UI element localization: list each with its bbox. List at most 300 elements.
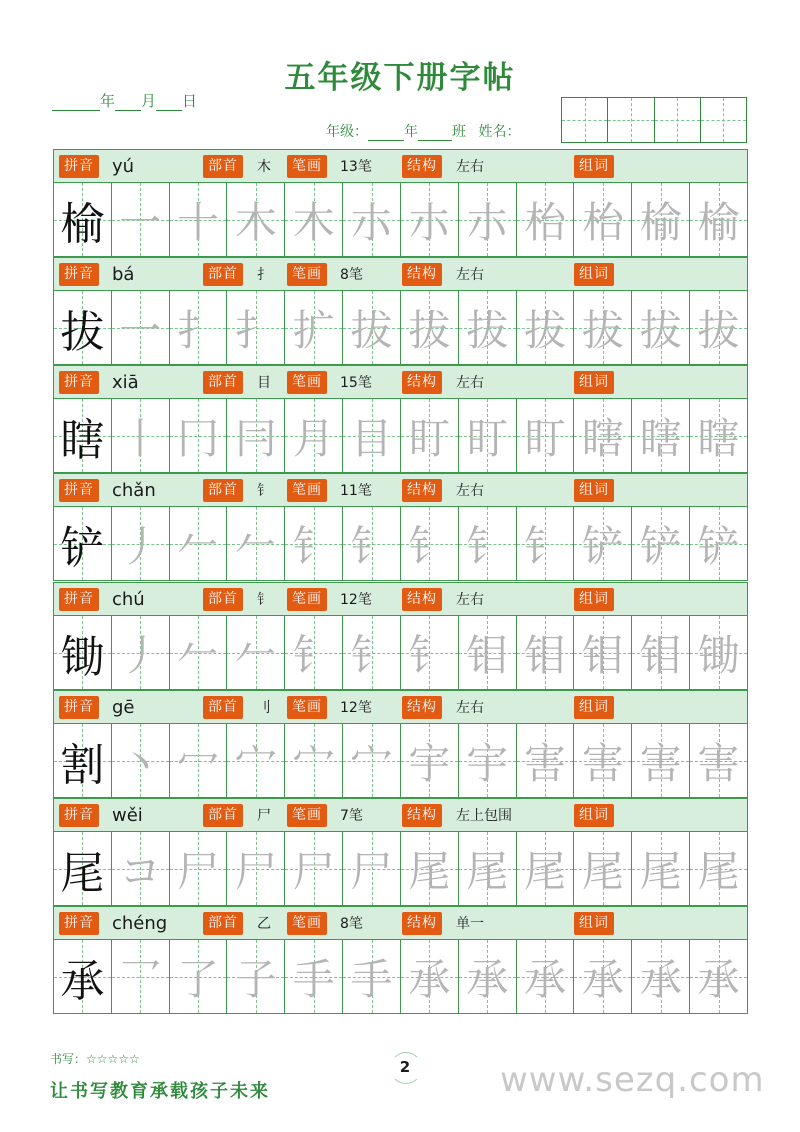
trace-char: 钼 [524,630,567,680]
trace-char: 𠂉 [177,630,220,680]
trace-char: 尸 [234,846,277,896]
structure-value: 左右 [456,159,484,175]
trace-char-cell[interactable] [112,507,170,580]
strokes-value: 11笔 [340,483,372,499]
radical-tag: 部首 [203,912,243,935]
trace-char-cell[interactable] [170,507,228,580]
trace-char-cell[interactable] [112,616,170,689]
char-info-header [53,149,748,183]
char-info-header [53,257,748,291]
name-label: 姓名： [478,124,521,140]
char-practice-block [53,906,748,1014]
trace-char: 乛 [119,954,162,1004]
trace-char: 钅 [292,630,335,680]
tian-grid-row [53,832,748,906]
trace-char-cell[interactable] [170,291,228,364]
trace-char: 拔 [408,305,451,355]
trace-char-cell[interactable] [517,724,575,797]
trace-char: 钼 [581,630,624,680]
strokes-value: 12笔 [340,700,372,716]
trace-char-cell[interactable] [690,724,747,797]
trace-char: 尾 [524,846,567,896]
tian-grid-row [53,507,748,581]
trace-char: 承 [639,954,682,1004]
trace-char-cell[interactable] [285,940,343,1013]
words-tag: 组词 [574,588,614,611]
trace-char: 害 [524,738,567,788]
trace-char-cell[interactable] [632,832,690,905]
trace-char-cell[interactable] [690,832,747,905]
structure-value: 左右 [456,700,484,716]
trace-char-cell[interactable] [574,940,632,1013]
structure-tag: 结构 [402,588,442,611]
trace-char: 钅 [350,630,393,680]
year-label: 年 [100,92,116,110]
radical-tag: 部首 [203,479,243,502]
structure-tag: 结构 [402,912,442,935]
trace-char-cell[interactable] [690,616,747,689]
trace-char-cell[interactable] [574,832,632,905]
page-number-text: 2 [399,1058,411,1076]
structure-value: 左右 [456,267,484,283]
char-practice-block [53,798,748,906]
trace-char-cell[interactable] [343,183,401,256]
trace-char: 锄 [697,630,740,680]
trace-char-cell[interactable] [517,291,575,364]
strokes-tag: 笔画 [287,371,327,394]
trace-char: 手 [350,954,393,1004]
words-tag: 组词 [574,263,614,286]
tian-grid-row [53,724,748,798]
words-tag: 组词 [574,912,614,935]
tian-grid-row [53,616,748,690]
pinyin-value: wěi [112,805,143,826]
trace-char: 宀 [350,738,393,788]
char-practice-block [53,149,748,257]
trace-char-cell[interactable] [690,183,747,256]
name-cell[interactable] [701,98,746,142]
structure-value: 左上包围 [456,808,512,824]
model-char: 尾 [60,847,105,899]
trace-char-cell[interactable] [690,940,747,1013]
trace-char-cell[interactable] [170,940,228,1013]
trace-char: 盯 [466,413,509,463]
trace-char-cell[interactable] [517,616,575,689]
radical-tag: 部首 [203,263,243,286]
pinyin-tag: 拼音 [59,371,99,394]
trace-char-cell[interactable] [632,616,690,689]
trace-char-cell[interactable] [343,291,401,364]
pinyin-tag: 拼音 [59,588,99,611]
name-cell[interactable] [655,98,701,142]
trace-char: 钼 [639,630,682,680]
trace-char: 钅 [350,521,393,571]
char-info-header [53,582,748,616]
trace-char-cell[interactable] [459,832,517,905]
year-suffix-label: 年 [404,124,418,140]
month-blank[interactable] [115,94,141,111]
writing-rating: 书写：☆☆☆☆☆ [50,1052,140,1066]
trace-char-cell[interactable] [285,183,343,256]
trace-char: 承 [408,954,451,1004]
trace-char-cell[interactable] [517,183,575,256]
radical-value: 尸 [257,808,271,824]
trace-char: 一 [119,305,162,355]
tian-grid-row [53,183,748,257]
trace-char: 子 [234,954,277,1004]
trace-char-cell[interactable] [227,940,285,1013]
trace-char: 了 [177,954,220,1004]
trace-char: コ [119,846,162,896]
trace-char-cell[interactable] [227,399,285,472]
year-blank[interactable] [52,94,100,111]
pinyin-value: chú [112,589,145,610]
trace-char-cell[interactable] [632,507,690,580]
structure-value: 单一 [456,916,484,932]
trace-char-cell[interactable] [574,724,632,797]
name-cell[interactable] [608,98,654,142]
trace-char-cell[interactable] [574,507,632,580]
trace-char-cell[interactable] [170,724,228,797]
trace-char-cell[interactable] [401,399,459,472]
char-info-header [53,690,748,724]
char-info-header [53,473,748,507]
trace-char-cell[interactable] [227,832,285,905]
pinyin-value: bá [112,264,135,285]
trace-char: 宀 [234,738,277,788]
trace-char: 扌 [177,305,220,355]
trace-char-cell[interactable] [112,940,170,1013]
model-char-cell[interactable] [54,616,112,689]
day-blank[interactable] [156,94,182,111]
class-blank[interactable] [418,125,452,141]
trace-char: 𠂉 [177,521,220,571]
words-tag: 组词 [574,371,614,394]
char-practice-block [53,582,748,690]
trace-char: 𠂉 [234,630,277,680]
tian-grid-row [53,399,748,473]
trace-char-cell[interactable] [690,399,747,472]
trace-char-cell[interactable] [690,507,747,580]
trace-char-cell[interactable] [285,291,343,364]
char-practice-block [53,473,748,581]
radical-value: 目 [257,375,271,391]
trace-char: 拔 [581,305,624,355]
trace-char-cell[interactable] [112,832,170,905]
char-info-header [53,906,748,940]
trace-char: 十 [177,197,220,247]
trace-char-cell[interactable] [574,616,632,689]
radical-value: 钅 [257,592,271,608]
trace-char: 钼 [466,630,509,680]
trace-char: 榆 [639,197,682,247]
trace-char-cell[interactable] [632,399,690,472]
char-info-header [53,798,748,832]
trace-char: 尾 [466,846,509,896]
trace-char-cell[interactable] [690,291,747,364]
trace-char: 盯 [524,413,567,463]
structure-tag: 结构 [402,804,442,827]
trace-char-cell[interactable] [227,183,285,256]
name-cell[interactable] [562,98,608,142]
trace-char: 冂 [177,413,220,463]
pinyin-tag: 拼音 [59,804,99,827]
trace-char-cell[interactable] [343,616,401,689]
trace-char: 丨 [119,413,162,463]
trace-char-cell[interactable] [517,399,575,472]
tian-grid-row [53,291,748,365]
trace-char: 承 [697,954,740,1004]
slogan: 让书写教育承载孩子未来 [50,1081,270,1102]
trace-char-cell[interactable] [401,940,459,1013]
strokes-tag: 笔画 [287,912,327,935]
pinyin-value: chǎn [112,480,156,501]
strokes-tag: 笔画 [287,263,327,286]
trace-char: 𠂉 [234,521,277,571]
trace-char-cell[interactable] [112,724,170,797]
trace-char-cell[interactable] [459,616,517,689]
trace-char-cell[interactable] [343,724,401,797]
trace-char-cell[interactable] [285,507,343,580]
trace-char: 冖 [177,738,220,788]
trace-char-cell[interactable] [343,507,401,580]
class-label: 班 [452,124,466,140]
trace-char-cell[interactable] [574,183,632,256]
radical-tag: 部首 [203,371,243,394]
structure-tag: 结构 [402,155,442,178]
trace-char-cell[interactable] [459,399,517,472]
trace-char-cell[interactable] [170,832,228,905]
words-tag: 组词 [574,155,614,178]
radical-value: 钅 [257,483,271,499]
trace-char-cell[interactable] [459,291,517,364]
trace-char-cell[interactable] [170,399,228,472]
strokes-value: 12笔 [340,592,372,608]
trace-char-cell[interactable] [574,399,632,472]
radical-value: 刂 [257,700,271,716]
trace-char: 扌 [234,305,277,355]
trace-char-cell[interactable] [112,399,170,472]
trace-char: 尾 [581,846,624,896]
model-char-cell[interactable] [54,832,112,905]
trace-char: 瞎 [581,413,624,463]
trace-char-cell[interactable] [112,183,170,256]
strokes-value: 15笔 [340,375,372,391]
trace-char-cell[interactable] [459,724,517,797]
trace-char: 一 [119,197,162,247]
pinyin-value: xiā [112,372,139,393]
trace-char-cell[interactable] [401,291,459,364]
trace-char: 害 [639,738,682,788]
trace-char-cell[interactable] [632,724,690,797]
structure-value: 左右 [456,592,484,608]
strokes-tag: 笔画 [287,155,327,178]
trace-char-cell[interactable] [285,724,343,797]
pinyin-tag: 拼音 [59,479,99,502]
trace-char: 丿 [119,521,162,571]
trace-char: 枱 [581,197,624,247]
trace-char: 木 [292,197,335,247]
model-char-cell[interactable] [54,940,112,1013]
structure-tag: 结构 [402,479,442,502]
trace-char: 朩 [350,197,393,247]
words-tag: 组词 [574,696,614,719]
trace-char-cell[interactable] [343,832,401,905]
trace-char-cell[interactable] [632,183,690,256]
radical-value: 扌 [257,267,271,283]
trace-char: 害 [697,738,740,788]
trace-char: 铲 [581,521,624,571]
trace-char-cell[interactable] [227,616,285,689]
trace-char: 拔 [350,305,393,355]
trace-char: 丶 [119,738,162,788]
radical-tag: 部首 [203,588,243,611]
page-title: 五年级下册字帖 [284,60,516,96]
trace-char: 扩 [292,305,335,355]
strokes-value: 8笔 [340,267,363,283]
trace-char-cell[interactable] [227,724,285,797]
model-char: 拔 [60,306,105,358]
model-char-cell[interactable] [54,399,112,472]
trace-char: 枱 [524,197,567,247]
trace-char: 拔 [466,305,509,355]
trace-char: 承 [581,954,624,1004]
trace-char-cell[interactable] [285,399,343,472]
model-char: 瞎 [60,414,105,466]
trace-char: 目 [350,413,393,463]
trace-char: 尸 [292,846,335,896]
radical-tag: 部首 [203,155,243,178]
trace-char: 宇 [408,738,451,788]
char-practice-block [53,257,748,365]
structure-tag: 结构 [402,696,442,719]
trace-char: 钅 [466,521,509,571]
trace-char-cell[interactable] [285,616,343,689]
trace-char-cell[interactable] [632,940,690,1013]
model-char-cell[interactable] [54,183,112,256]
trace-char-cell[interactable] [459,940,517,1013]
pinyin-value: chéng [112,913,168,934]
trace-char: 尾 [408,846,451,896]
trace-char-cell[interactable] [170,183,228,256]
trace-char-cell[interactable] [343,940,401,1013]
strokes-tag: 笔画 [287,804,327,827]
trace-char-cell[interactable] [227,507,285,580]
model-char-cell[interactable] [54,291,112,364]
trace-char: 宇 [466,738,509,788]
trace-char: 朩 [408,197,451,247]
trace-char-cell[interactable] [227,291,285,364]
trace-char: 榆 [697,197,740,247]
model-char: 铲 [60,522,105,574]
strokes-value: 13笔 [340,159,372,175]
char-practice-block [53,690,748,798]
trace-char: 铲 [639,521,682,571]
tian-grid-row [53,940,748,1014]
trace-char: 钅 [292,521,335,571]
trace-char: 拔 [524,305,567,355]
trace-char: 尸 [350,846,393,896]
pinyin-tag: 拼音 [59,155,99,178]
trace-char-cell[interactable] [401,724,459,797]
trace-char-cell[interactable] [517,507,575,580]
pinyin-tag: 拼音 [59,696,99,719]
pinyin-tag: 拼音 [59,263,99,286]
month-label: 月 [141,92,157,110]
trace-char: 钅 [524,521,567,571]
trace-char-cell[interactable] [401,616,459,689]
trace-char: 尾 [697,846,740,896]
char-info-header [53,365,748,399]
model-char: 锄 [60,631,105,683]
trace-char-cell[interactable] [517,940,575,1013]
words-tag: 组词 [574,804,614,827]
trace-char: 盯 [408,413,451,463]
trace-char: 拔 [639,305,682,355]
trace-char-cell[interactable] [459,507,517,580]
trace-char: 拔 [697,305,740,355]
class-info-line [326,121,520,141]
structure-value: 左右 [456,483,484,499]
trace-char-cell[interactable] [343,399,401,472]
name-writing-grid[interactable] [561,97,747,143]
model-char-cell[interactable] [54,507,112,580]
radical-tag: 部首 [203,804,243,827]
pinyin-tag: 拼音 [59,912,99,935]
trace-char: 手 [292,954,335,1004]
model-char: 割 [60,739,105,791]
grade-blank[interactable] [368,125,404,141]
trace-char-cell[interactable] [170,616,228,689]
trace-char: 承 [466,954,509,1004]
trace-char-cell[interactable] [401,183,459,256]
strokes-value: 8笔 [340,916,363,932]
trace-char: 承 [524,954,567,1004]
trace-char: 瞎 [697,413,740,463]
strokes-tag: 笔画 [287,696,327,719]
trace-char-cell[interactable] [285,832,343,905]
radical-tag: 部首 [203,696,243,719]
date-line [52,90,197,111]
trace-char-cell[interactable] [574,291,632,364]
radical-value: 木 [257,159,271,175]
trace-char: 朩 [466,197,509,247]
pinyin-value: yú [112,156,135,177]
structure-tag: 结构 [402,263,442,286]
pinyin-value: gē [112,697,135,718]
words-tag: 组词 [574,479,614,502]
trace-char-cell[interactable] [401,832,459,905]
trace-char-cell[interactable] [517,832,575,905]
model-char: 承 [60,955,105,1007]
model-char-cell[interactable] [54,724,112,797]
strokes-tag: 笔画 [287,479,327,502]
char-practice-block [53,365,748,473]
trace-char: 钅 [408,521,451,571]
trace-char: 瞎 [639,413,682,463]
trace-char-cell[interactable] [632,291,690,364]
trace-char: 木 [234,197,277,247]
trace-char-cell[interactable] [401,507,459,580]
watermark: www.sezq.com [500,1060,765,1100]
page-number [382,1050,428,1084]
trace-char: 尾 [639,846,682,896]
trace-char: 月 [292,413,335,463]
trace-char-cell[interactable] [112,291,170,364]
trace-char-cell[interactable] [459,183,517,256]
trace-char: 害 [581,738,624,788]
grade-label: 年级： [326,124,368,140]
